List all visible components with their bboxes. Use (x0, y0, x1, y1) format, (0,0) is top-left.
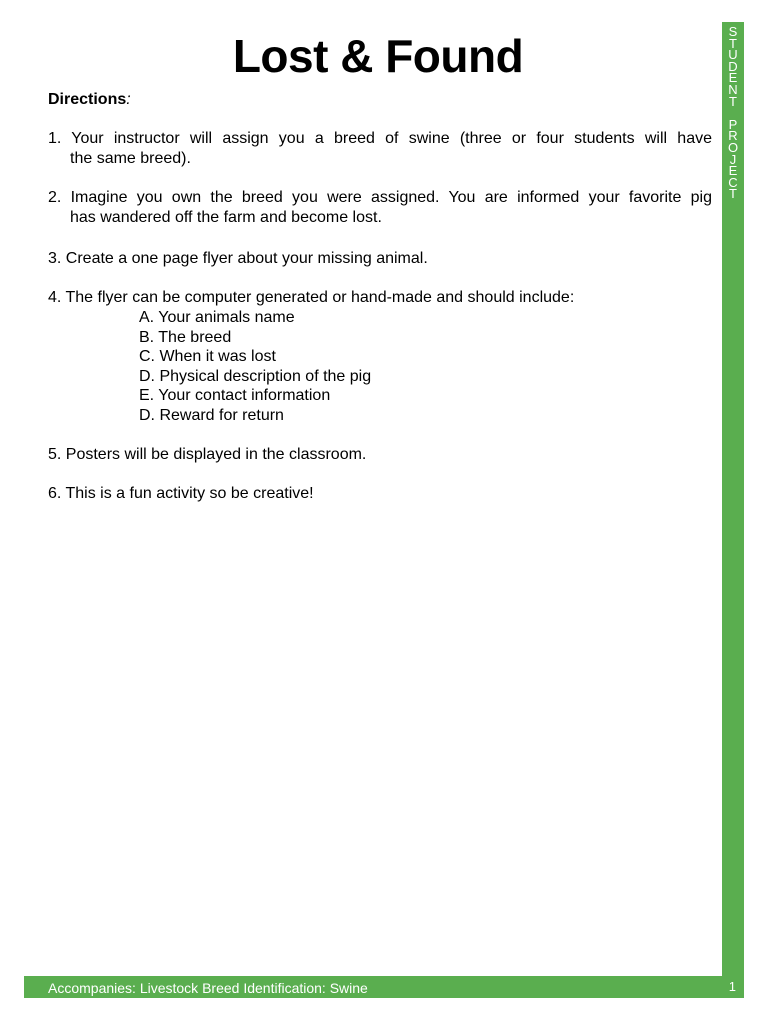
sidebar-letter: R (728, 128, 738, 144)
list-item: D. Physical description of the pig (139, 367, 372, 385)
sidebar-letter: P (728, 116, 738, 132)
list-item: C. When it was lost (139, 348, 276, 366)
directions-colon: : (126, 91, 131, 108)
list-item: B. The breed (139, 328, 232, 346)
sidebar-letter: T (729, 186, 737, 202)
step-text: 1. Your instructor will assign you a breed of swine (three or four students will have (48, 130, 712, 147)
sidebar-letter: N (728, 81, 738, 97)
list-item: A. Your animals name (139, 309, 295, 326)
page-title: Lost & Found (232, 30, 524, 82)
sidebar-letter: T (729, 93, 737, 109)
footer-text: Accompanies: Livestock Breed Identification: Swine (48, 980, 368, 996)
sidebar-letter: C (728, 174, 738, 190)
sidebar-letter: S (728, 24, 738, 39)
step-6 (48, 484, 712, 504)
sidebar-letter: J (729, 151, 737, 167)
sidebar-letter: U (728, 47, 738, 63)
step-text: 5. Posters will be displayed in the classroom. (48, 446, 367, 463)
step-5 (48, 445, 712, 465)
footer-bar (24, 976, 744, 998)
sidebar-letter: E (728, 70, 738, 86)
sidebar-letter: E (728, 163, 738, 179)
step-1 (48, 129, 712, 168)
list-item: D. Reward for return (139, 406, 284, 424)
list-item: E. Your contact information (139, 387, 331, 405)
step-4 (48, 288, 712, 308)
page-number: 1 (728, 979, 736, 994)
step-3 (48, 249, 712, 269)
step-text: 3. Create a one page flyer about your missing animal. (48, 250, 428, 267)
directions-heading (48, 90, 712, 110)
directions-content (48, 90, 712, 502)
step-text: 4. The flyer can be computer generated or hand-made and should include: (48, 289, 575, 306)
step-continuation: the same breed). (70, 149, 191, 167)
directions-label: Directions (48, 91, 127, 108)
sidebar-letter: T (729, 35, 737, 51)
step-text: 2. Imagine you own the breed you were assigned. You are informed your favorite pig (48, 189, 712, 206)
step-continuation: has wandered off the farm and become lost. (70, 208, 382, 226)
step-text: 6. This is a fun activity so be creative! (48, 485, 314, 502)
student-project-sidebar (722, 22, 744, 998)
sidebar-letter: O (727, 139, 739, 155)
sidebar-letter: D (728, 58, 738, 74)
flyer-requirements-list (139, 308, 371, 426)
step-2 (48, 188, 712, 227)
